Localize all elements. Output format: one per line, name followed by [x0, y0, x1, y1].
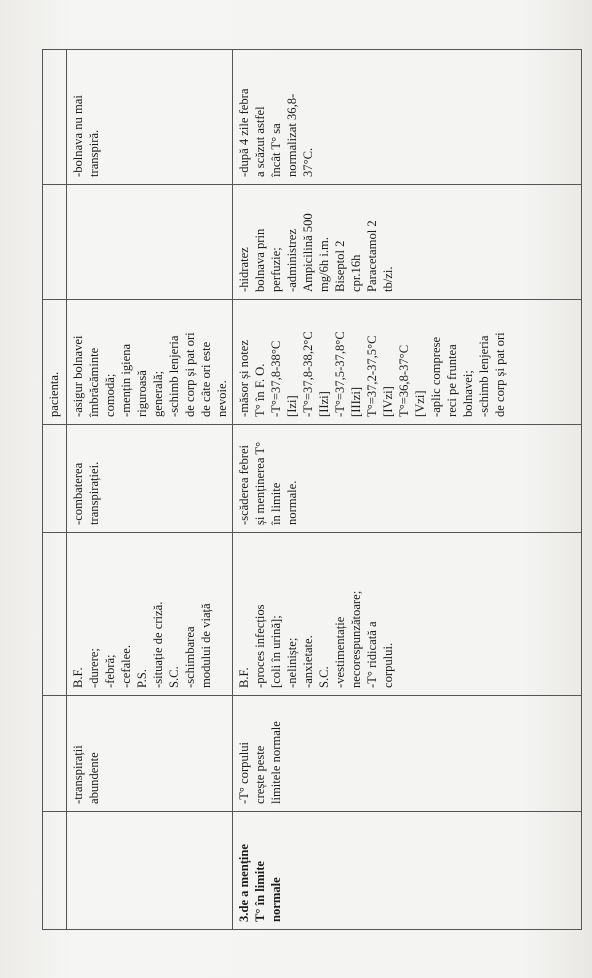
- cell-line: abundente: [87, 752, 101, 804]
- cell-line: în limite: [269, 482, 283, 525]
- cell-line: și menținerea T°: [253, 441, 267, 525]
- cell-line: -T°=37,5-37,8°C: [333, 331, 347, 417]
- cell-line: [coli în urină];: [269, 615, 283, 688]
- cell-r3-c3: [233, 533, 582, 696]
- cell-line: T° în F. O.: [253, 363, 267, 417]
- cell-line: nevoie.: [215, 380, 229, 417]
- cell-line: -combaterea: [71, 462, 85, 525]
- cell-line: cpr.16h: [349, 254, 363, 292]
- table-row-transpiratii: [67, 50, 233, 930]
- cell-line: -bolnava nu mai: [71, 95, 85, 177]
- cell-line: [IVzi]: [381, 386, 395, 417]
- cell-line: B.F.: [237, 667, 251, 688]
- cell-r2-c6: [67, 185, 233, 300]
- cell-text: pacienta.: [47, 371, 61, 417]
- cell-line: îmbrăcăminte: [87, 347, 101, 417]
- cell-line: -durere;: [87, 648, 101, 688]
- cell-line: -schimb lenjeria: [167, 335, 181, 417]
- cell-line: modului de viață: [199, 603, 213, 688]
- cell-line: generală;: [151, 370, 165, 417]
- cell-line: -neliniște;: [285, 637, 299, 688]
- cell-r3-c6: [233, 185, 582, 300]
- cell-line: -T° ridicată a: [365, 621, 379, 688]
- cell-r1-c6: [43, 185, 67, 300]
- cell-line: normalizat 36,8-: [285, 93, 299, 177]
- cell-line: -administrez: [285, 229, 299, 292]
- cell-r3-c2: [233, 696, 582, 812]
- cell-line: de câte ori este: [199, 341, 213, 417]
- cell-line: Ampicilină 500: [301, 213, 315, 292]
- cell-r2-c3: [67, 533, 233, 696]
- cell-r1-c3: [43, 533, 67, 696]
- cell-line: reci pe fruntea: [445, 344, 459, 417]
- cell-line: normale.: [285, 480, 299, 525]
- cell-r2-c7: [67, 50, 233, 185]
- cell-line: mg/6h i.m.: [317, 237, 331, 292]
- cell-r2-c5: [67, 300, 233, 425]
- cell-line: P.S.: [135, 669, 149, 688]
- cell-line: transpiră.: [87, 129, 101, 177]
- cell-r3-c7: [233, 50, 582, 185]
- cell-line: riguroasă: [135, 370, 149, 417]
- cell-line: crește peste: [253, 745, 267, 804]
- cell-r1-c2: [43, 696, 67, 812]
- cell-line: [IIzi]: [317, 391, 331, 417]
- cell-r3-c1: [233, 812, 582, 930]
- cell-line: 37°C.: [301, 147, 315, 177]
- cell-line: -T°=37,8-38°C: [269, 340, 283, 417]
- cell-r2-c2: [67, 696, 233, 812]
- cell-line: -transpirații: [71, 745, 85, 804]
- cell-line: T°=36,8-37°C: [397, 344, 411, 417]
- cell-r3-c5: [233, 300, 582, 425]
- table-row-temperatura: [233, 50, 582, 930]
- cell-line: -situație de criză.: [151, 601, 165, 688]
- cell-line: -mențin igiena: [119, 343, 133, 417]
- cell-line: -T° corpului: [237, 741, 251, 804]
- cell-line: necorespunzătoare;: [349, 590, 363, 688]
- cell-line: -hidratez: [237, 247, 251, 292]
- cell-line: -schimbarea: [183, 626, 197, 688]
- cell-line: a scăzut astfel: [253, 106, 267, 177]
- cell-line: comodă;: [103, 373, 117, 417]
- cell-line: tb/zi.: [381, 266, 395, 292]
- cell-line: -T°=37,8-38,2°C: [301, 331, 315, 417]
- cell-line: Biseptol 2: [333, 240, 347, 292]
- cell-line: [Izi]: [285, 395, 299, 417]
- cell-line: -după 4 zile febra: [237, 88, 251, 177]
- cell-line: -schimb lenjeria: [477, 335, 491, 417]
- cell-line: T°=37,2-37,5°C: [365, 335, 379, 417]
- cell-line: normale: [269, 877, 283, 922]
- cell-r3-c4: [233, 425, 582, 533]
- cell-r1-c1: [43, 812, 67, 930]
- cell-line: de corp și pat ori: [493, 332, 507, 417]
- cell-line: de corp și pat ori: [183, 332, 197, 417]
- cell-r2-c1: [67, 812, 233, 930]
- cell-line: -măsor și notez: [237, 340, 251, 417]
- cell-line: limitele normale: [269, 721, 283, 804]
- rotated-table-container: [42, 50, 582, 930]
- cell-line: corpului.: [381, 642, 395, 688]
- cell-line: [IIIzi]: [349, 386, 363, 417]
- cell-line: Paracetamol 2: [365, 220, 379, 292]
- cell-line: 3.de a menține: [237, 843, 251, 922]
- cell-line: -vestimentație: [333, 616, 347, 688]
- cell-r1-c7: [43, 50, 67, 185]
- cell-line: -cefalee.: [119, 645, 133, 688]
- cell-line: perfuzie;: [269, 247, 283, 292]
- cell-line: -scăderea febrei: [237, 444, 251, 525]
- cell-line: -asigur bolnavei: [71, 335, 85, 417]
- cell-line: transpirației.: [87, 461, 101, 525]
- cell-line: -anxietate.: [301, 635, 315, 688]
- cell-line: [Vzi]: [413, 390, 427, 417]
- cell-line: încât T° sa: [269, 123, 283, 177]
- cell-r2-c4: [67, 425, 233, 533]
- cell-r1-c4: [43, 425, 67, 533]
- cell-r1-c5: [43, 300, 67, 425]
- cell-line: S.C.: [167, 666, 181, 688]
- table-row-header-continuation: [43, 50, 67, 930]
- cell-line: -aplic comprese: [429, 336, 443, 417]
- cell-line: S.C.: [317, 666, 331, 688]
- cell-line: -febră;: [103, 654, 117, 688]
- cell-line: -proces infecțios: [253, 604, 267, 688]
- nursing-care-plan-table: [42, 49, 582, 930]
- cell-line: bolnavei;: [461, 370, 475, 417]
- cell-line: T° în limite: [253, 860, 267, 922]
- cell-line: bolnava prin: [253, 228, 267, 292]
- cell-line: B.F.: [71, 667, 85, 688]
